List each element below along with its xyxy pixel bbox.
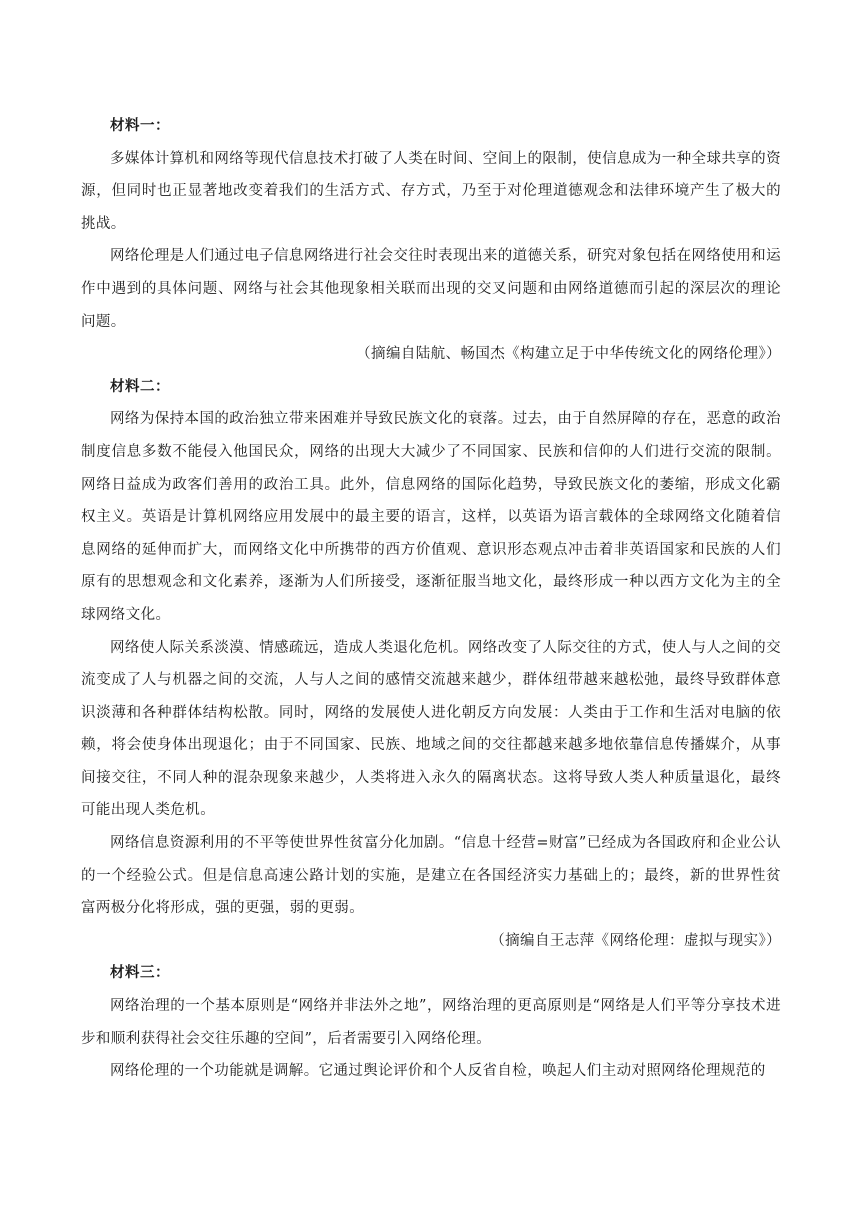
material-3-section (81, 957, 781, 1087)
material-2-heading: 材料二： (110, 378, 170, 395)
material-2-source: （摘编自王志萍《网络伦理：虚拟与现实》） (490, 932, 781, 949)
material-2-paragraph-1: 网络为保持本国的政治独立带来困难并导致民族文化的衰落。过去，由于自然屏障的存在，恶意的政治制度信息多数不能侵入他国民众，网络的出现大大减少了不同国家、民族和信仰的人们进行交流的限制。网络日益成为政客们善用的政治工具。此外，信息网络的国际化趋势，导致民族文化的萎缩，形成文化霸权主义。英语是计算机网络应用发展中的最主要的语言，这样，以英语为语言载体的全球网络文化随着信息网络的延伸而扩大，而网络文化中所携带的西方价值观、意识形态观点冲击着非英语国家和民族的人们原有的思想观念和文化素养，逐渐为人们所接受，逐渐征服当地文化，最终形成一种以西方文化为主的全球网络文化。 (81, 411, 781, 623)
document-body (81, 110, 781, 1088)
material-1-heading: 材料一： (110, 118, 170, 134)
material-3-paragraph-1: 网络治理的一个基本原则是“网络并非法外之地”，网络治理的更高原则是“网络是人们平等分享技术进步和顺利获得社会交往乐趣的空间”，后者需要引入网络伦理。 (81, 998, 781, 1047)
material-2-paragraph-3: 网络信息资源利用的不平等使世界性贫富分化加剧。“信息十经营=财富”已经成为各国政府和企业公认的一个经验公式。但是信息高速公路计划的实施，是建立在各国经济实力基础上的；最终，新的世界性贫富两极分化将形成，强的更强，弱的更弱。 (81, 835, 781, 917)
material-3-heading: 材料三： (110, 965, 170, 982)
material-2-paragraph-2: 网络使人际关系淡漠、情感疏远，造成人类退化危机。网络改变了人际交往的方式，使人与人之间的交流变成了人与机器之间的交流，人与人之间的感情交流越来越少，群体纽带越来越松弛，最终导致群体意识淡薄和各种群体结构松散。同时，网络的发展使人进化朝反方向发展：人类由于工作和生活对电脑的依赖，将会使身体出现退化；由于不同国家、民族、地域之间的交往都越来越多地依靠信息传播媒介，从事间接交往，不同人种的混杂现象来越少，人类将进入永久的隔离状态。这将导致人类人种质量退化，最终可能出现人类危机。 (81, 639, 781, 819)
material-1-paragraph-1: 多媒体计算机和网络等现代信息技术打破了人类在时间、空间上的限制，使信息成为一种全球共享的资源，但同时也正显著地改变着我们的生活方式、存方式，乃至于对伦理道德观念和法律环境产生了极大的挑战。 (81, 150, 781, 232)
material-3-paragraph-2: 网络伦理的一个功能就是调解。它通过舆论评价和个人反省自检，唤起人们主动对照网络伦理规范的 (110, 1063, 766, 1080)
material-1-paragraph-2: 网络伦理是人们通过电子信息网络进行社会交往时表现出来的道德关系，研究对象包括在网络使用和运作中遇到的具体问题、网络与社会其他现象相关联而出现的交叉问题和由网络道德而引起的深层次的理论问题。 (81, 248, 781, 330)
material-1-section (81, 110, 781, 371)
material-1-source: （摘编自陆航、畅国杰《构建立足于中华传统文化的网络伦理》） (356, 346, 781, 363)
material-2-section (81, 371, 781, 958)
